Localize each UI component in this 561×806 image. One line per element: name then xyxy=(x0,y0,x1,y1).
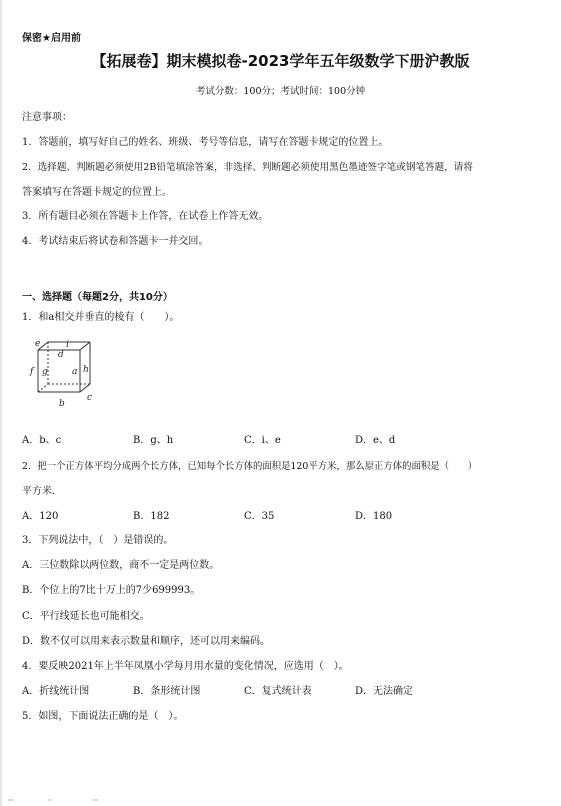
figure-label: e xyxy=(35,339,41,349)
note-item: 2．选择题、判断题必须使用2B铅笔填涂答案，非选择、判断题必须使用黑色墨迹签字笔或钢笔答题，请将 xyxy=(22,162,473,173)
question-4-stem: 4．要反映2021年上半年凤凰小学每月用水量的变化情况，应选用（ ）。 xyxy=(22,661,349,672)
q2-option-c: C．35 xyxy=(244,511,275,522)
section-heading: 一、选择题（每题2分，共10分） xyxy=(22,292,173,303)
figure-label: i xyxy=(66,340,69,350)
notes-heading: 注意事项： xyxy=(22,112,72,123)
page-left-edge xyxy=(0,0,2,806)
note-item: 1．答题前，填写好自己的姓名、班级、考号等信息，请写在答题卡规定的位置上。 xyxy=(22,137,389,148)
exam-subtitle: 考试分数：100分；考试时间：100分钟 xyxy=(195,86,366,97)
q3-option-c: C．平行线延长也可能相交。 xyxy=(22,611,150,622)
q1-option-c: C．i、e xyxy=(244,435,281,446)
question-2-stem-cont: 平方米． xyxy=(22,486,62,497)
q1-option-d: D．e、d xyxy=(355,435,396,446)
figure-label: f xyxy=(30,367,34,377)
q4-option-b: B．条形统计图 xyxy=(133,686,201,697)
page-footer-marks xyxy=(8,798,98,802)
note-item: 答案填写在答题卡规定的位置上。 xyxy=(22,187,172,198)
note-item: 4．考试结束后将试卷和答题卡一并交回。 xyxy=(22,236,209,247)
q1-option-b: B．g、h xyxy=(133,435,174,446)
question-3-stem: 3．下列说法中，（ ）是错误的。 xyxy=(22,535,174,546)
exam-title: 【拓展卷】期末模拟卷-2023学年五年级数学下册沪教版 xyxy=(91,52,470,70)
q4-option-d: D．无法确定 xyxy=(355,686,414,697)
figure-label: d xyxy=(58,350,64,360)
figure-label: a xyxy=(72,367,78,377)
confidential-label: 保密★启用前 xyxy=(22,33,81,44)
question-2-stem: 2．把一个正方体平均分成两个长方体，已知每个长方体的面积是120平方米，那么原正方体的面积是（ ） xyxy=(22,461,478,472)
q1-option-a: A．b、c xyxy=(22,435,62,446)
figure-label: c xyxy=(87,393,93,403)
figure-label: g xyxy=(42,367,48,377)
q2-option-b: B．182 xyxy=(133,511,170,522)
figure-label: h xyxy=(83,365,89,375)
q3-option-b: B．个位上的7比十万上的7少699993。 xyxy=(22,585,201,596)
q3-option-a: A．三位数除以两位数，商不一定是两位数。 xyxy=(22,560,220,571)
q3-option-d: D．数不仅可以用来表示数量和顺序，还可以用来编码。 xyxy=(22,636,271,647)
q4-option-c: C．复式统计表 xyxy=(244,686,312,697)
q2-option-d: D．180 xyxy=(355,511,393,522)
question-1-stem: 1．和a相交并垂直的棱有（ ）。 xyxy=(22,312,180,323)
q4-option-a: A．折线统计图 xyxy=(22,686,90,697)
q2-option-a: A．120 xyxy=(22,511,59,522)
note-item: 3．所有题目必须在答题卡上作答，在试卷上作答无效。 xyxy=(22,211,269,222)
figure-label: b xyxy=(59,399,65,409)
question-5-stem: 5．如图，下面说法正确的是（ ）。 xyxy=(22,711,184,722)
cuboid-figure xyxy=(26,336,102,420)
